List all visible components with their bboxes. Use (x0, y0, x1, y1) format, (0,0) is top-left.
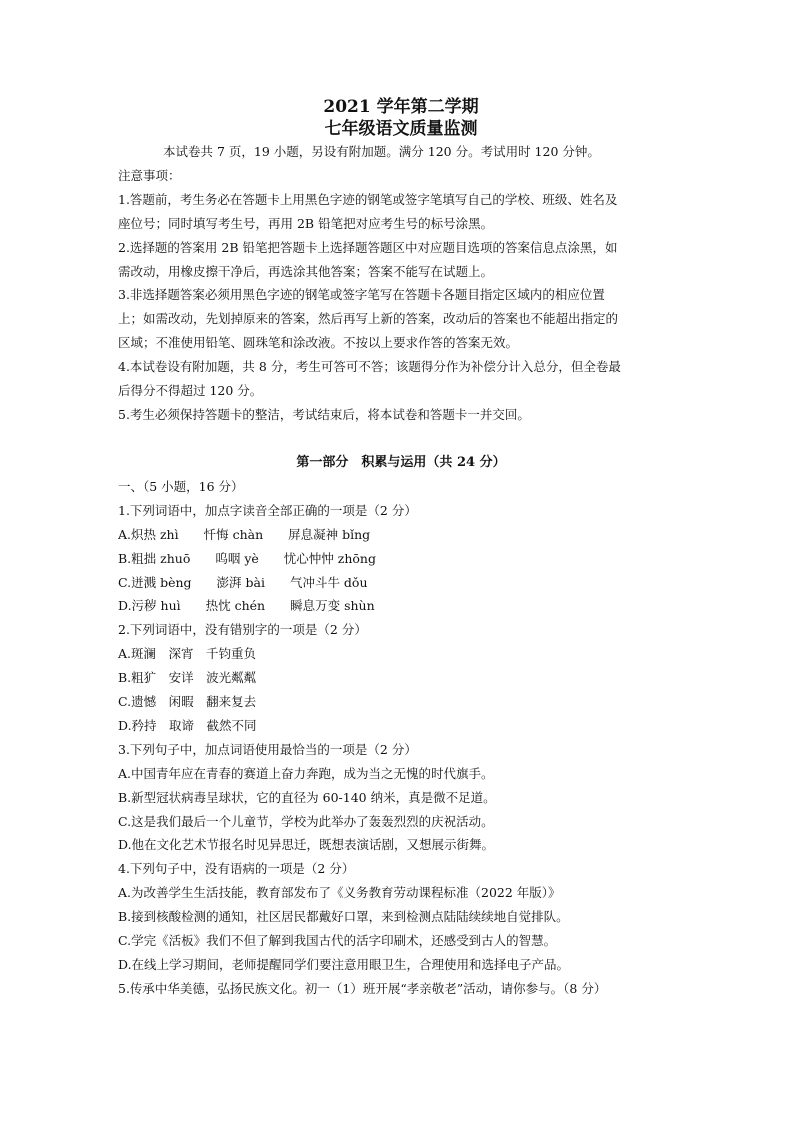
note-line: 后得分不得超过 120 分。 (118, 383, 263, 399)
question-3 (118, 738, 684, 858)
option-c: C.遗憾 闲暇 翻来复去 (118, 694, 257, 710)
part-one-heading: 一、（5 小题，16 分） (118, 478, 244, 494)
option-b: B.粗拙 zhuō 呜咽 yè 忧心忡忡 zhōng (118, 550, 376, 566)
note-line: 2.选择题的答案用 2B 铅笔把答题卡上选择题答题区中对应题目选项的答案信息点涂黑，如 (118, 239, 618, 255)
question-stem: 2.下列词语中，没有错别字的一项是（2 分） (118, 622, 367, 638)
option-a: A.炽热 zhì 忏悔 chàn 屏息凝神 bǐng (118, 526, 371, 542)
note-line: 需改动，用橡皮擦干净后，再选涂其他答案；答案不能写在试题上。 (118, 263, 494, 279)
question-stem: 3.下列句子中，加点词语使用最恰当的一项是（2 分） (118, 741, 417, 757)
option-b: B.新型冠状病毒呈球状，它的直径为 60-140 纳米，真是微不足道。 (118, 789, 496, 805)
question-4 (118, 857, 684, 977)
question-5-stem: 5.传承中华美德，弘扬民族文化。初一（1）班开展“孝亲敬老”活动，请你参与。（8 分） (118, 980, 607, 996)
option-a: A.斑澜 深宵 千钧重负 (118, 646, 257, 662)
notes-list (118, 188, 684, 427)
option-d: D.他在文化艺术节报名时见异思迁，既想表演话剧，又想展示街舞。 (118, 837, 495, 853)
option-c: C.学完《活板》我们不但了解到我国古代的活字印刷术，还感受到古人的智慧。 (118, 933, 557, 949)
option-b: B.粗犷 安详 波光粼粼 (118, 670, 257, 686)
question-2 (118, 618, 684, 738)
note-line: 区域；不准使用铅笔、圆珠笔和涂改液。不按以上要求作答的答案无效。 (118, 335, 519, 351)
option-a: A.为改善学生生活技能，教育部发布了《义务教育劳动课程标准（2022 年版）》 (118, 885, 561, 901)
note-line: 1.答题前，考生务必在答题卡上用黑色字迹的钢笔或签字笔填写自己的学校、班级、姓名及 (118, 191, 618, 207)
notes-heading: 注意事项： (118, 167, 181, 183)
exam-intro: 本试卷共 7 页，19 小题，另设有附加题。满分 120 分。考试用时 120 分钟。 (163, 144, 600, 159)
note-line: 上；如需改动，先划掉原来的答案，然后再写上新的答案，改动后的答案也不能超出指定的 (118, 311, 619, 327)
exam-page (118, 96, 684, 1001)
exam-subject-title: 七年级语文质量监测 (324, 119, 478, 139)
question-stem: 1.下列词语中，加点字读音全部正确的一项是（2 分） (118, 502, 417, 518)
exam-term-title: 2021 学年第二学期 (323, 97, 479, 117)
section-title: 第一部分 积累与运用（共 24 分） (296, 454, 506, 470)
option-c: C.这是我们最后一个儿童节，学校为此举办了轰轰烈烈的庆祝活动。 (118, 813, 494, 829)
question-1 (118, 499, 684, 619)
note-line: 5.考生必须保持答题卡的整洁，考试结束后，将本试卷和答题卡一并交回。 (118, 406, 530, 422)
note-line: 座位号；同时填写考生号，再用 2B 铅笔把对应考生号的标号涂黑。 (118, 215, 494, 231)
option-d: D.在线上学习期间，老师提醒同学们要注意用眼卫生，合理使用和选择电子产品。 (118, 957, 570, 972)
question-stem: 4.下列句子中，没有语病的一项是（2 分） (118, 861, 355, 877)
spacer (118, 427, 684, 451)
note-line: 3.非选择题答案必须用黑色字迹的钢笔或签字笔写在答题卡各题目指定区域内的相应位置 (118, 287, 605, 303)
note-line: 4.本试卷设有附加题，共 8 分，考生可答可不答；该题得分作为补偿分计入总分，但全卷最 (118, 359, 621, 375)
option-a: A.中国青年应在青春的赛道上奋力奔跑，成为当之无愧的时代旗手。 (118, 765, 494, 781)
option-d: D.污秽 huì 热忱 chén 瞬息万变 shùn (118, 598, 375, 614)
option-d: D.矜持 取谛 截然不同 (118, 717, 257, 733)
option-b: B.接到核酸检测的通知，社区居民都戴好口罩，来到检测点陆陆续续地自觉排队。 (118, 909, 569, 925)
option-c: C.迸溅 bèng 澎湃 bài 气冲斗牛 dǒu (118, 574, 368, 590)
